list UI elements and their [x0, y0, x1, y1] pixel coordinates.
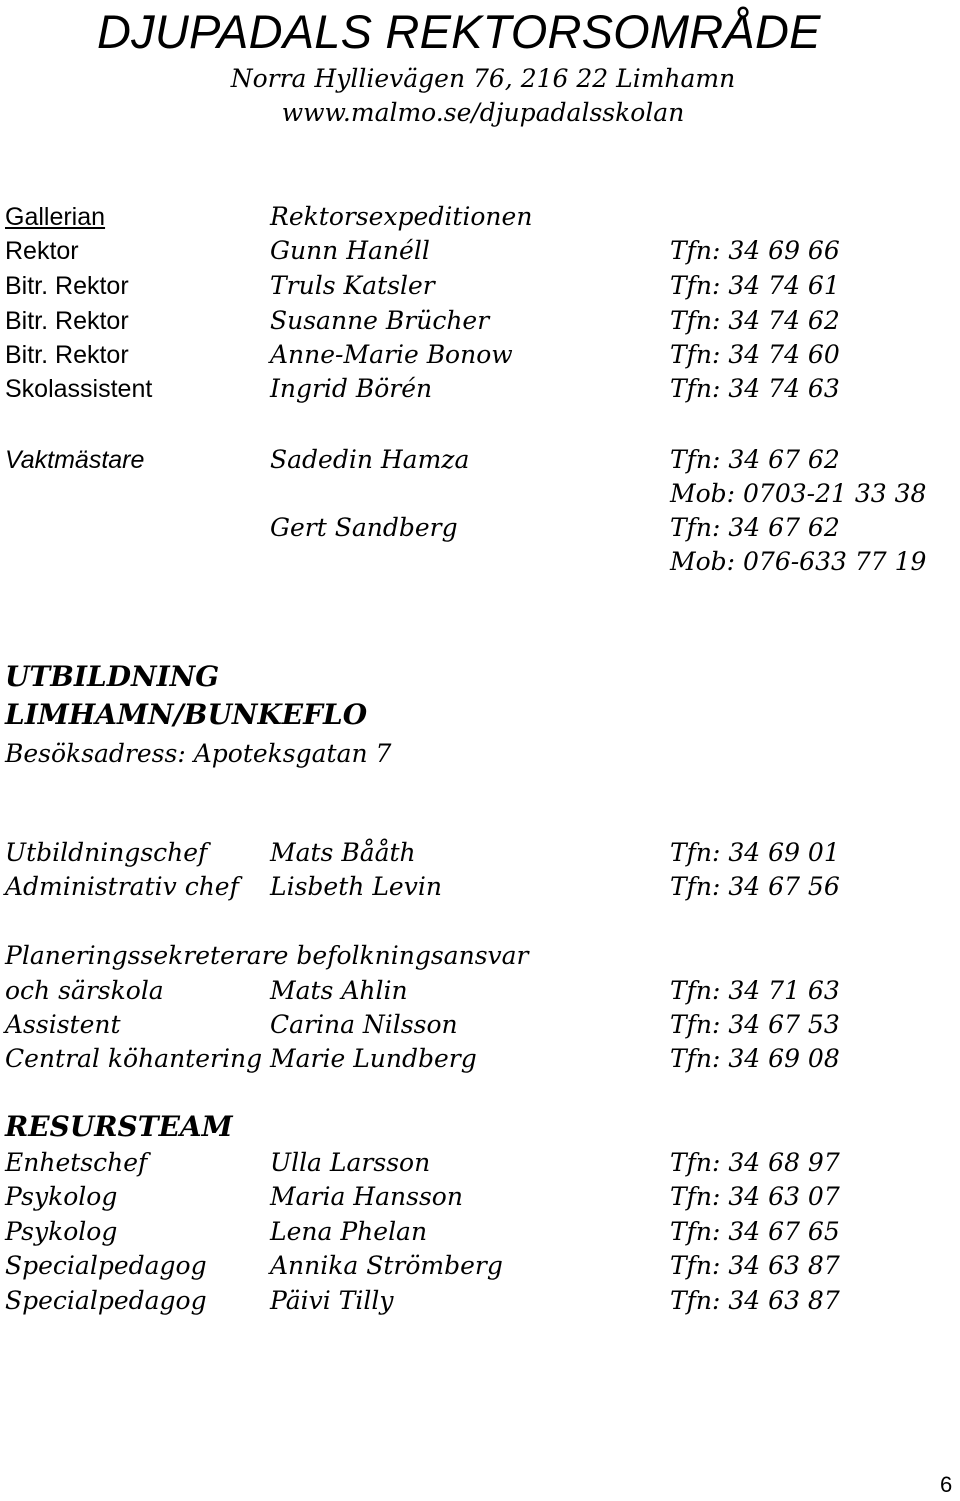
contact-phone: Tfn: 34 67 65 [670, 1217, 840, 1246]
section-heading: LIMHAMN/BUNKEFLO [5, 698, 368, 731]
contact-role: och särskola [5, 976, 164, 1005]
section-heading: UTBILDNING [5, 660, 220, 693]
contact-row [0, 338, 960, 372]
contact-phone: Tfn: 34 74 61 [670, 271, 840, 300]
contact-row [0, 870, 960, 904]
contact-role: Bitr. Rektor [5, 307, 129, 335]
contact-role: Vaktmästare [5, 446, 145, 474]
school-address: Norra Hyllievägen 76, 216 22 Limhamn [230, 64, 736, 93]
contact-role: Rektor [5, 237, 79, 265]
visit-address-row [0, 737, 960, 771]
contact-row [0, 1042, 960, 1076]
contact-role: Psykolog [5, 1182, 118, 1211]
contact-name: Susanne Brücher [270, 306, 490, 335]
contact-role: Utbildningschef [5, 838, 208, 867]
contact-name: Annika Strömberg [270, 1251, 503, 1280]
contact-phone: Tfn: 34 67 62 [670, 445, 840, 474]
contact-role: Bitr. Rektor [5, 341, 129, 369]
contact-row [0, 200, 960, 234]
contact-name: Mats Ahlin [270, 976, 408, 1005]
contact-name: Gert Sandberg [270, 513, 458, 542]
contact-phone: Tfn: 34 63 87 [670, 1286, 840, 1315]
contact-mobile: Mob: 0703-21 33 38 [670, 479, 927, 508]
contact-name: Mats Bååth [270, 838, 416, 867]
page-number: 6 [940, 1472, 953, 1497]
contact-phone: Tfn: 34 63 07 [670, 1182, 840, 1211]
contact-role: Assistent [5, 1010, 121, 1039]
contact-name: Päivi Tilly [270, 1286, 394, 1315]
contact-name: Rektorsexpeditionen [270, 202, 533, 231]
contact-name: Truls Katsler [270, 271, 435, 300]
contact-phone: Tfn: 34 69 01 [670, 838, 840, 867]
contact-name: Marie Lundberg [270, 1044, 477, 1073]
location-label: Gallerian [5, 203, 106, 231]
contact-phone: Tfn: 34 68 97 [670, 1148, 840, 1177]
contact-name: Anne-Marie Bonow [270, 340, 513, 369]
contact-name: Lisbeth Levin [270, 872, 442, 901]
page-title: DJUPADALS REKTORSOMRÅDE [97, 5, 821, 58]
contact-row [0, 443, 960, 477]
contact-phone: Tfn: 34 69 08 [670, 1044, 840, 1073]
contact-row [0, 304, 960, 338]
contact-row [0, 1180, 960, 1214]
contact-phone: Tfn: 34 67 53 [670, 1010, 840, 1039]
contact-role: Specialpedagog [5, 1286, 207, 1315]
contact-role: Bitr. Rektor [5, 272, 129, 300]
contact-name: Gunn Hanéll [270, 236, 430, 265]
contact-role: Skolassistent [5, 375, 153, 403]
contact-row [0, 1215, 960, 1249]
contact-phone: Tfn: 34 67 62 [670, 513, 840, 542]
contact-role: Enhetschef [5, 1148, 148, 1177]
contact-row [0, 939, 960, 973]
contact-row [0, 1008, 960, 1042]
contact-row [0, 477, 960, 511]
visit-address: Besöksadress: Apoteksgatan 7 [5, 739, 392, 768]
contact-row [0, 545, 960, 579]
contact-row [0, 836, 960, 870]
contact-row [0, 1284, 960, 1318]
contact-role: Psykolog [5, 1217, 118, 1246]
contact-name: Lena Phelan [270, 1217, 428, 1246]
contact-role: Specialpedagog [5, 1251, 207, 1280]
contact-phone: Tfn: 34 74 62 [670, 306, 840, 335]
contact-row [0, 974, 960, 1008]
contact-name: Carina Nilsson [270, 1010, 458, 1039]
school-website: www.malmo.se/djupadalsskolan [281, 98, 685, 127]
contact-phone: Tfn: 34 63 87 [670, 1251, 840, 1280]
contact-row [0, 372, 960, 406]
contact-row [0, 1249, 960, 1283]
contact-row [0, 269, 960, 303]
contact-role: Administrativ chef [5, 872, 239, 901]
contact-phone: Tfn: 34 74 60 [670, 340, 840, 369]
contact-role: Central köhantering [5, 1044, 263, 1073]
section-heading: RESURSTEAM [5, 1110, 233, 1143]
contact-phone: Tfn: 34 69 66 [670, 236, 840, 265]
contact-row [0, 511, 960, 545]
contact-name: Maria Hansson [270, 1182, 463, 1211]
contact-name: Ingrid Börén [270, 374, 433, 403]
contact-mobile: Mob: 076-633 77 19 [670, 547, 927, 576]
contact-role: Planeringssekreterare befolkningsansvar [5, 941, 529, 970]
contact-phone: Tfn: 34 67 56 [670, 872, 840, 901]
contact-name: Ulla Larsson [270, 1148, 431, 1177]
contact-row [0, 234, 960, 268]
contact-name: Sadedin Hamza [270, 445, 470, 474]
contact-phone: Tfn: 34 71 63 [670, 976, 840, 1005]
contact-phone: Tfn: 34 74 63 [670, 374, 840, 403]
contact-row [0, 1146, 960, 1180]
